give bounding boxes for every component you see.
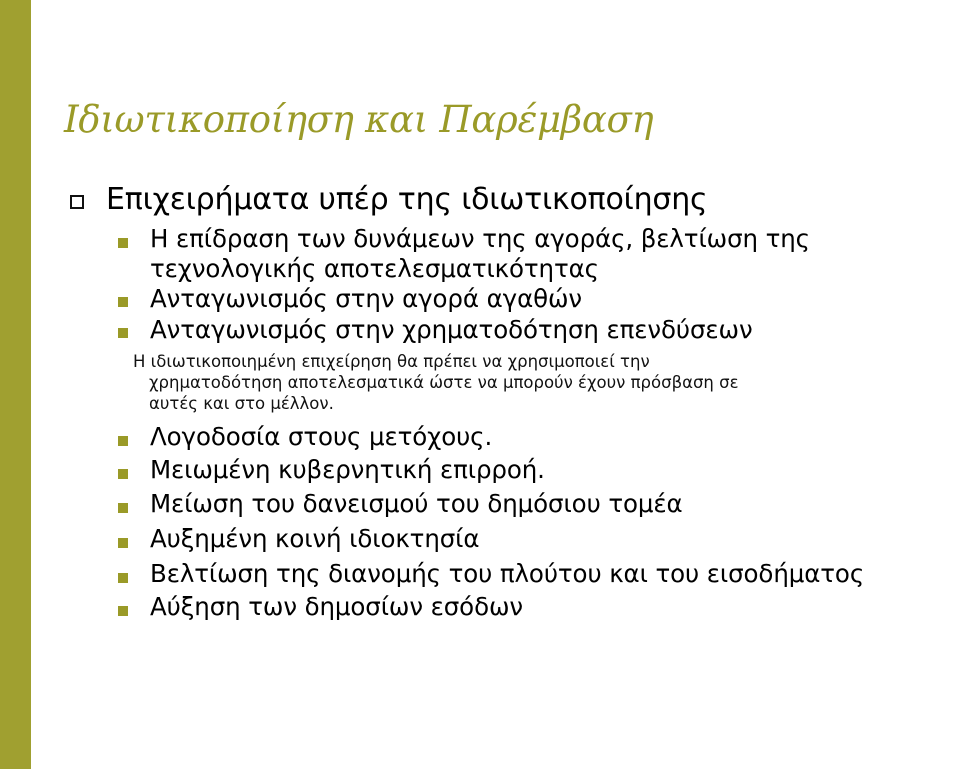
bullet-item: Αύξηση των δημοσίων εσόδων: [150, 592, 523, 621]
bullet-item: Ανταγωνισμός στην αγορά αγαθών: [150, 284, 583, 313]
square-bullet-icon: [118, 606, 128, 616]
slide-side-bar: [0, 0, 31, 769]
square-bullet-icon: [118, 503, 128, 513]
square-bullet-icon: [118, 297, 128, 307]
square-bullet-icon: [118, 436, 128, 446]
bullet-item: Ανταγωνισμός στην χρηματοδότηση επενδύσεων: [150, 315, 753, 344]
bullet-item-continuation: τεχνολογικής αποτελεσματικότητας: [150, 254, 599, 283]
square-bullet-icon: [118, 238, 128, 248]
note-line: χρηματοδότηση αποτελεσματικά ώστε να μπορούν έχουν πρόσβαση σε: [149, 373, 739, 392]
square-bullet-icon: [118, 538, 128, 548]
bullet-item: Αυξημένη κοινή ιδιοκτησία: [150, 524, 480, 553]
bullet-item: Λογοδοσία στους μετόχους.: [150, 422, 493, 451]
note-line: Η ιδιωτικοποιημένη επιχείρηση θα πρέπει να χρησιμοποιεί την: [133, 352, 650, 371]
bullet-item: Η επίδραση των δυνάμεων της αγοράς, βελτίωση της: [150, 224, 810, 253]
bullet-item: Μείωση του δανεισμού του δημόσιου τομέα: [150, 489, 683, 518]
bullet-item: Βελτίωση της διανομής του πλούτου και του εισοδήματος: [150, 559, 865, 588]
hollow-square-bullet-icon: [70, 195, 84, 209]
main-point: Επιχειρήματα υπέρ της ιδιωτικοποίησης: [106, 182, 708, 217]
square-bullet-icon: [118, 573, 128, 583]
note-line: αυτές και στο μέλλον.: [149, 394, 334, 413]
bullet-item: Μειωμένη κυβερνητική επιρροή.: [150, 455, 545, 484]
square-bullet-icon: [118, 469, 128, 479]
slide-title: Ιδιωτικοποίηση και Παρέμβαση: [64, 98, 654, 141]
square-bullet-icon: [118, 328, 128, 338]
